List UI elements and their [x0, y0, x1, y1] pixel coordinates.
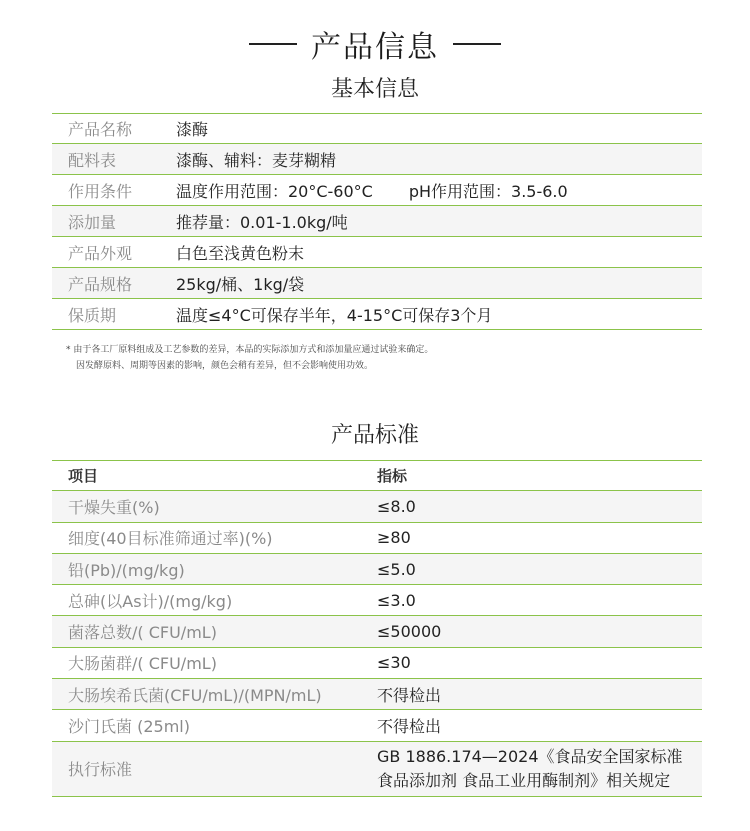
row-value: 不得检出: [377, 685, 442, 705]
table-row: [52, 491, 702, 522]
table-header: [52, 460, 702, 491]
row-item: 沙门氏菌 (25ml): [68, 717, 190, 737]
table-row-exec-standard: [52, 742, 702, 797]
info-value: 25kg/桶、1kg/袋: [176, 274, 305, 294]
footnote-line: 因发酵原料、周期等因素的影响，颜色会稍有差异，但不会影响使用功效。: [76, 361, 374, 371]
info-value: 温度≤4°C可保存半年，4-15°C可保存3个月: [176, 305, 493, 325]
table-row: [52, 585, 702, 616]
row-item: 干燥失重(%): [68, 497, 160, 517]
temperature-range: 温度作用范围：20°C-60°C: [176, 181, 373, 201]
info-row: [52, 268, 702, 299]
table-row: [52, 616, 702, 647]
row-item: 总砷(以As计)/(mg/kg): [68, 591, 233, 611]
row-item: 菌落总数/( CFU/mL): [68, 623, 217, 643]
exec-standard-line: 食品添加剂 食品工业用酶制剂》相关规定: [377, 770, 671, 790]
page-title-text: 产品信息: [311, 30, 439, 65]
row-item: 大肠埃希氏菌(CFU/mL)/(MPN/mL): [68, 685, 322, 705]
info-label: 配料表: [68, 150, 117, 170]
title-right-dash: [453, 43, 501, 45]
info-value: 推荐量：0.01-1.0kg/吨: [176, 212, 348, 232]
info-label: 保质期: [68, 305, 117, 325]
info-row: [52, 144, 702, 175]
footnotes: [66, 342, 433, 374]
info-label: 产品名称: [68, 120, 133, 139]
row-value: ≤50000: [377, 622, 442, 642]
info-label: 添加量: [68, 212, 117, 232]
info-row: [52, 237, 702, 268]
row-value: ≤8.0: [377, 496, 416, 516]
title-left-dash: [249, 43, 297, 45]
basic-info-table: [52, 113, 702, 330]
exec-standard-line: GB 1886.174—2024《食品安全国家标准: [377, 746, 683, 766]
table-row: [52, 523, 702, 554]
row-value: ≤3.0: [377, 590, 416, 610]
row-item: 细度(40目标准筛通过率)(%): [68, 529, 273, 549]
table-row: [52, 648, 702, 679]
info-row: [52, 206, 702, 237]
row-item: 执行标准: [68, 760, 133, 780]
info-value: 白色至浅黄色粉末: [176, 243, 305, 263]
header-item: 项目: [68, 467, 99, 486]
table-row: [52, 710, 702, 741]
info-row: [52, 113, 702, 144]
info-value: 漆酶: [176, 120, 209, 139]
info-label: 产品外观: [68, 243, 133, 263]
info-label: 作用条件: [68, 181, 133, 201]
header-value: 指标: [377, 467, 408, 486]
info-label: 产品规格: [68, 274, 133, 294]
row-value: [377, 745, 683, 793]
table-row: [52, 554, 702, 585]
footnote-line: * 由于各工厂原料组成及工艺参数的差异，本品的实际添加方式和添加量应通过试验来确定。: [66, 345, 434, 355]
row-item: 铅(Pb)/(mg/kg): [68, 560, 185, 580]
basic-info-heading: 基本信息: [330, 77, 419, 102]
page-title: [0, 20, 750, 68]
standard-heading: 产品标准: [330, 423, 419, 448]
info-value: [176, 179, 568, 202]
info-row: [52, 175, 702, 206]
info-row: [52, 299, 702, 330]
row-value: ≤5.0: [377, 559, 416, 579]
info-value: 漆酶、辅料：麦芽糊精: [176, 150, 337, 170]
ph-range: pH作用范围：3.5-6.0: [408, 181, 568, 201]
row-value: 不得检出: [377, 717, 442, 737]
row-value: ≤30: [377, 653, 411, 673]
row-item: 大肠菌群/( CFU/mL): [68, 654, 217, 674]
row-value: ≥80: [377, 528, 411, 548]
table-row: [52, 679, 702, 710]
standard-table: [52, 460, 702, 797]
